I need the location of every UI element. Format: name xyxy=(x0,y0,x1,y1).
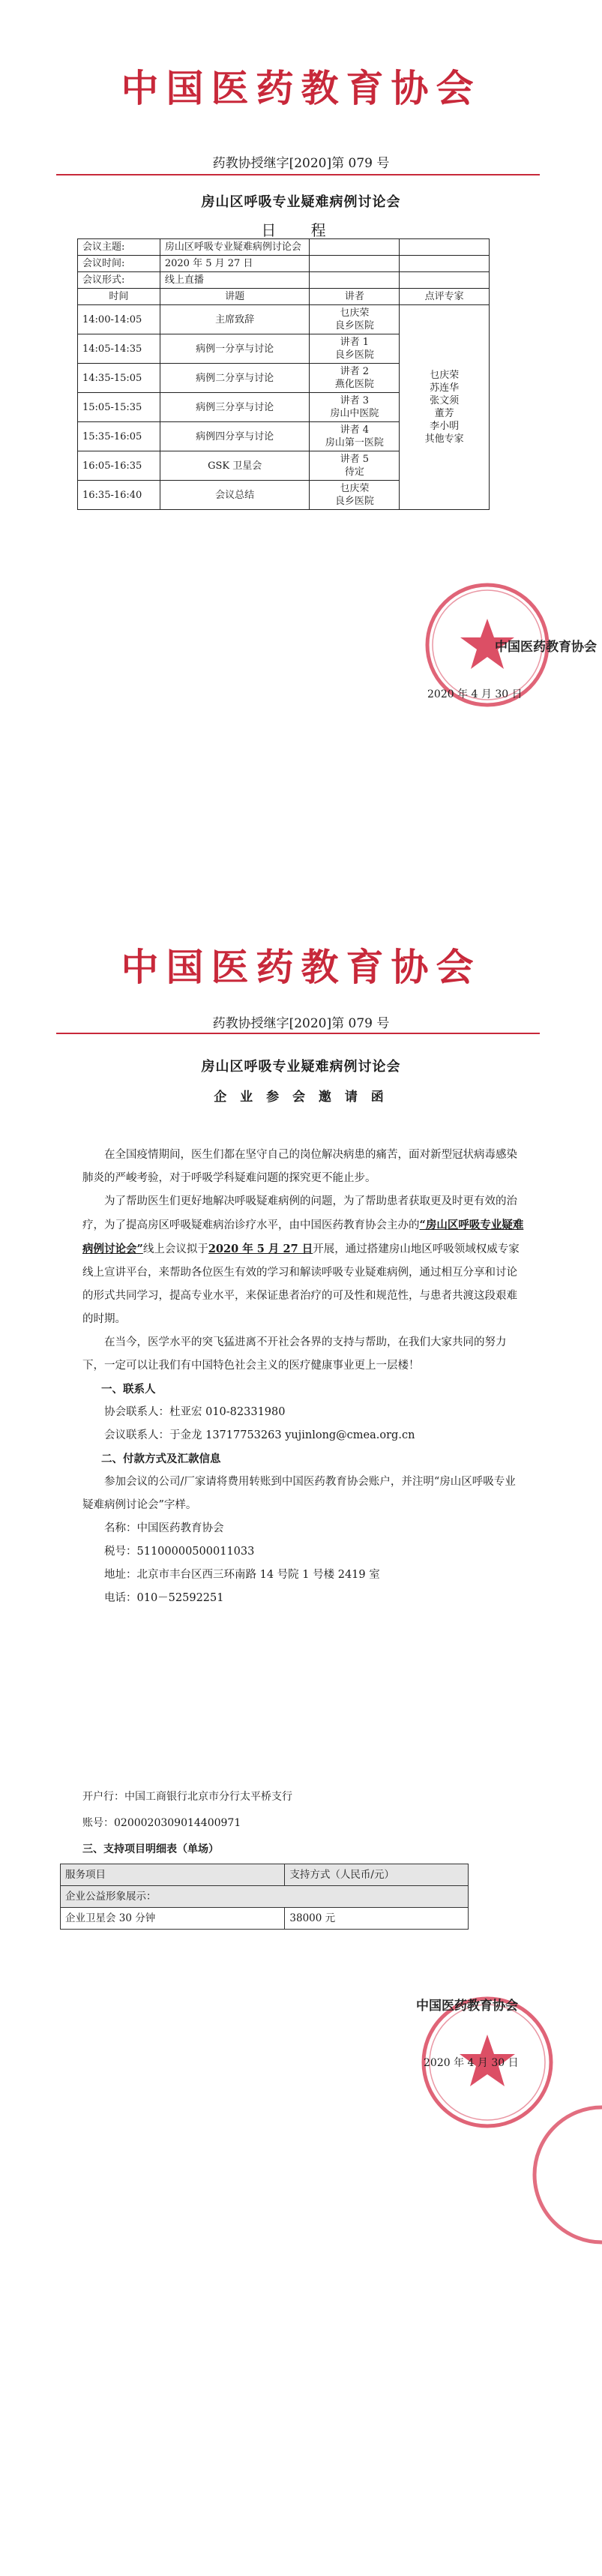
contact-line: 协会联系人：杜亚宏 010-82331980 xyxy=(104,1406,286,1418)
meta-value: 线上直播 xyxy=(160,272,310,289)
paragraph: 为了帮助医生们更好地解决呼吸疑难病例的问题，为了帮助患者获取更及时更有效的治疗，为了提高房区呼吸疑难病治诊疗水平，由中国医药教育协会主办的“房山区呼吸专业疑难病例讨论会”线上会议拟于2020 年 5 月 27 日开展，通过搭建房山地区呼吸领域权威专家线上宣讲平台，来帮助各位医生有效的学习和解读呼吸专业疑难病例，通过相互分享和讨论的形式共同学习，提高专业水平，来保证患者治疗的可及性和规范性，与患者共渡这段艰难的时期。 xyxy=(82,1195,524,1325)
meta-label: 会议形式: xyxy=(78,272,160,289)
bank-name: 开户行：中国工商银行北京市分行太平桥支行 xyxy=(82,1791,292,1803)
meeting-title: 房山区呼吸专业疑难病例讨论会 xyxy=(201,194,401,210)
time-cell: 16:05-16:35 xyxy=(78,451,160,481)
speaker-cell: 乜庆荣 良乡医院 xyxy=(310,481,400,510)
column-header: 支持方式（人民币/元） xyxy=(285,1864,469,1886)
section-heading: 一、联系人 xyxy=(101,1383,156,1396)
fee-item: 企业卫星会 30 分钟 xyxy=(61,1908,285,1930)
seal-date: 2020 年 4 月 30 日 xyxy=(424,2057,519,2069)
red-divider xyxy=(56,1033,540,1034)
time-cell: 15:35-16:05 xyxy=(78,422,160,451)
meeting-title: 房山区呼吸专业疑难病例讨论会 xyxy=(201,1059,401,1075)
seal-org-name: 中国医药教育协会 xyxy=(416,1999,518,2014)
meta-value: 2020 年 5 月 27 日 xyxy=(160,256,310,272)
column-header: 点评专家 xyxy=(400,289,490,305)
topic-cell: 主席致辞 xyxy=(160,305,310,334)
invitation-subtitle: 企 业 参 会 邀 请 函 xyxy=(214,1090,388,1105)
meta-label: 会议主题: xyxy=(78,239,160,256)
paragraph: 在当今，医学水平的突飞猛进离不开社会各界的支持与帮助，在我们大家共同的努力下，一定可以让我们有中国特色社会主义的医疗健康事业更上一层楼！ xyxy=(82,1336,507,1372)
speaker-cell: 讲者 5 待定 xyxy=(310,451,400,481)
org-title: 中国医药教育协会 xyxy=(121,946,481,989)
schedule-table xyxy=(77,238,490,510)
table-row xyxy=(61,1908,469,1930)
header-row xyxy=(61,1864,469,1886)
account-address: 地址：北京市丰台区西三环南路 14 号院 1 号楼 2419 室 xyxy=(104,1569,380,1581)
column-header: 讲题 xyxy=(160,289,310,305)
section-heading: 三、支持项目明细表（单场） xyxy=(82,1843,219,1855)
time-cell: 14:00-14:05 xyxy=(78,305,160,334)
org-title: 中国医药教育协会 xyxy=(121,67,481,110)
section-heading: 二、付款方式及汇款信息 xyxy=(101,1453,221,1465)
paragraph: 在全国疫情期间，医生们都在坚守自己的岗位解决病患的痛苦，面对新型冠状病毒感染肺炎的严峻考验，对于呼吸学科疑难问题的探究更不能止步。 xyxy=(82,1149,517,1184)
group-label: 企业公益形象展示： xyxy=(61,1886,469,1908)
seal-date: 2020 年 4 月 30 日 xyxy=(427,688,523,700)
fee-table xyxy=(60,1864,469,1930)
speaker-cell: 讲者 4 房山第一医院 xyxy=(310,422,400,451)
red-divider xyxy=(56,174,540,175)
speaker-cell: 讲者 1 良乡医院 xyxy=(310,334,400,364)
invitation-body xyxy=(82,1144,525,1610)
column-header: 时间 xyxy=(78,289,160,305)
meeting-name-highlight: “房山区呼吸专业疑难病例讨论会” xyxy=(82,1219,524,1255)
time-cell: 14:35-15:05 xyxy=(78,364,160,393)
column-header: 讲者 xyxy=(310,289,400,305)
document-number: 药教协授继字[2020]第 079 号 xyxy=(212,1016,390,1031)
fee-amount: 38000 元 xyxy=(285,1908,469,1930)
time-cell: 16:35-16:40 xyxy=(78,481,160,510)
document-number: 药教协授继字[2020]第 079 号 xyxy=(212,156,390,171)
topic-cell: GSK 卫星会 xyxy=(160,451,310,481)
topic-cell: 病例三分享与讨论 xyxy=(160,393,310,422)
topic-cell: 病例四分享与讨论 xyxy=(160,422,310,451)
meta-row xyxy=(78,272,490,289)
table-row xyxy=(78,305,490,334)
payment-intro: 参加会议的公司/厂家请将费用转账到中国医药教育协会账户，并注明“房山区呼吸专业疑难病例讨论会”字样。 xyxy=(82,1476,516,1511)
topic-cell: 病例一分享与讨论 xyxy=(160,334,310,364)
speaker-cell: 讲者 3 房山中医院 xyxy=(310,393,400,422)
topic-cell: 病例二分享与讨论 xyxy=(160,364,310,393)
meta-row xyxy=(78,256,490,272)
account-phone: 电话：010－52592251 xyxy=(104,1592,224,1604)
time-cell: 15:05-15:35 xyxy=(78,393,160,422)
group-row xyxy=(61,1886,469,1908)
meta-value: 房山区呼吸专业疑难病例讨论会 xyxy=(160,239,310,256)
speaker-cell: 讲者 2 燕化医院 xyxy=(310,364,400,393)
account-tax-id: 税号：51100000500011033 xyxy=(104,1546,255,1558)
account-name: 名称：中国医药教育协会 xyxy=(104,1522,224,1534)
column-header: 服务项目 xyxy=(61,1864,285,1886)
meeting-date-highlight: 2020 年 5 月 27 日 xyxy=(208,1243,313,1255)
reviewer-cell: 乜庆荣 苏连华 张文须 董芳 李小明 其他专家 xyxy=(400,305,490,510)
speaker-cell: 乜庆荣 良乡医院 xyxy=(310,305,400,334)
topic-cell: 会议总结 xyxy=(160,481,310,510)
time-cell: 14:05-14:35 xyxy=(78,334,160,364)
seal-org-name: 中国医药教育协会 xyxy=(495,640,597,655)
schedule-subtitle: 日 程 xyxy=(261,221,341,239)
bank-account: 账号：0200020309014400971 xyxy=(82,1817,241,1829)
partial-seal-icon xyxy=(525,2100,602,2250)
meta-label: 会议时间: xyxy=(78,256,160,272)
meta-row xyxy=(78,239,490,256)
schedule-page xyxy=(0,0,602,922)
contact-line: 会议联系人：于金龙 13717753263 yujinlong@cmea.org.cn xyxy=(104,1429,415,1441)
header-row xyxy=(78,289,490,305)
